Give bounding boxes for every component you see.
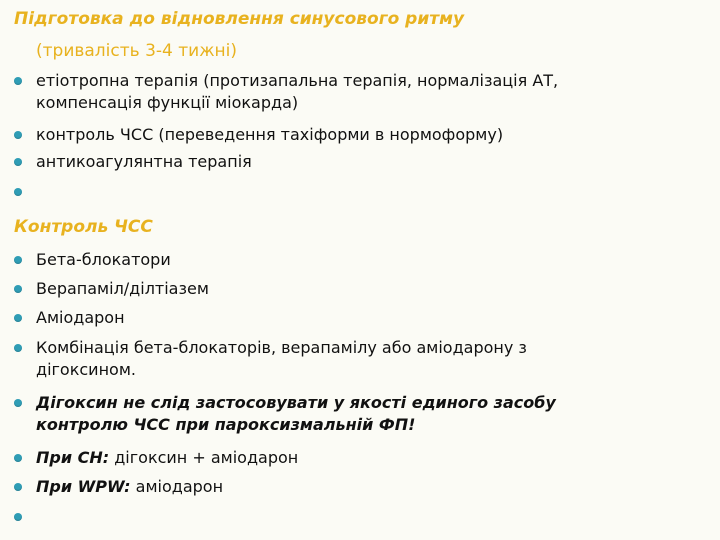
wpw-text: аміодарон <box>130 477 224 496</box>
sn-label: При СН: <box>36 448 110 467</box>
list-item <box>36 337 700 381</box>
list-item-line: Комбінація бета-блокаторів, верапамілу або аміодарону з <box>36 338 527 357</box>
bullet-icon <box>14 399 22 407</box>
bullet-icon <box>14 77 22 85</box>
list-item-line: контролю ЧСС при пароксизмальній ФП! <box>36 415 416 434</box>
list-item-line: компенсація функції міокарда) <box>36 93 299 112</box>
bullet-icon <box>14 344 22 352</box>
bullet-icon <box>14 513 22 521</box>
list-item: антикоагулянтна терапія <box>36 152 252 171</box>
list-item: Аміодарон <box>36 308 125 327</box>
bullet-icon <box>14 188 22 196</box>
list-item <box>36 447 700 469</box>
section1-title: Підготовка до відновлення синусового ритму <box>14 9 465 29</box>
bullet-icon <box>14 454 22 462</box>
bullet-icon <box>14 158 22 166</box>
list-item <box>36 70 700 114</box>
list-item: Бета-блокатори <box>36 250 171 269</box>
list-item <box>36 476 700 498</box>
section2-title: Контроль ЧСС <box>14 217 153 237</box>
list-item: Верапаміл/ділтіазем <box>36 279 209 298</box>
bullet-icon <box>14 314 22 322</box>
wpw-label: При WPW: <box>36 477 131 496</box>
list-item: контроль ЧСС (переведення тахіформи в нормоформу) <box>36 125 504 144</box>
section1-subtitle: (тривалість 3-4 тижні) <box>36 41 237 61</box>
bullet-icon <box>14 256 22 264</box>
bullet-icon <box>14 131 22 139</box>
bullet-icon <box>14 285 22 293</box>
sn-text: дігоксин + аміодарон <box>109 448 299 467</box>
bullet-icon <box>14 483 22 491</box>
digoxin-warning <box>36 392 700 436</box>
list-item-line: етіотропна терапія (протизапальна терапія, нормалізація АТ, <box>36 71 559 90</box>
list-item-line: дігоксином. <box>36 360 136 379</box>
list-item-line: Дігоксин не слід застосовувати у якості единого засобу <box>36 393 556 412</box>
